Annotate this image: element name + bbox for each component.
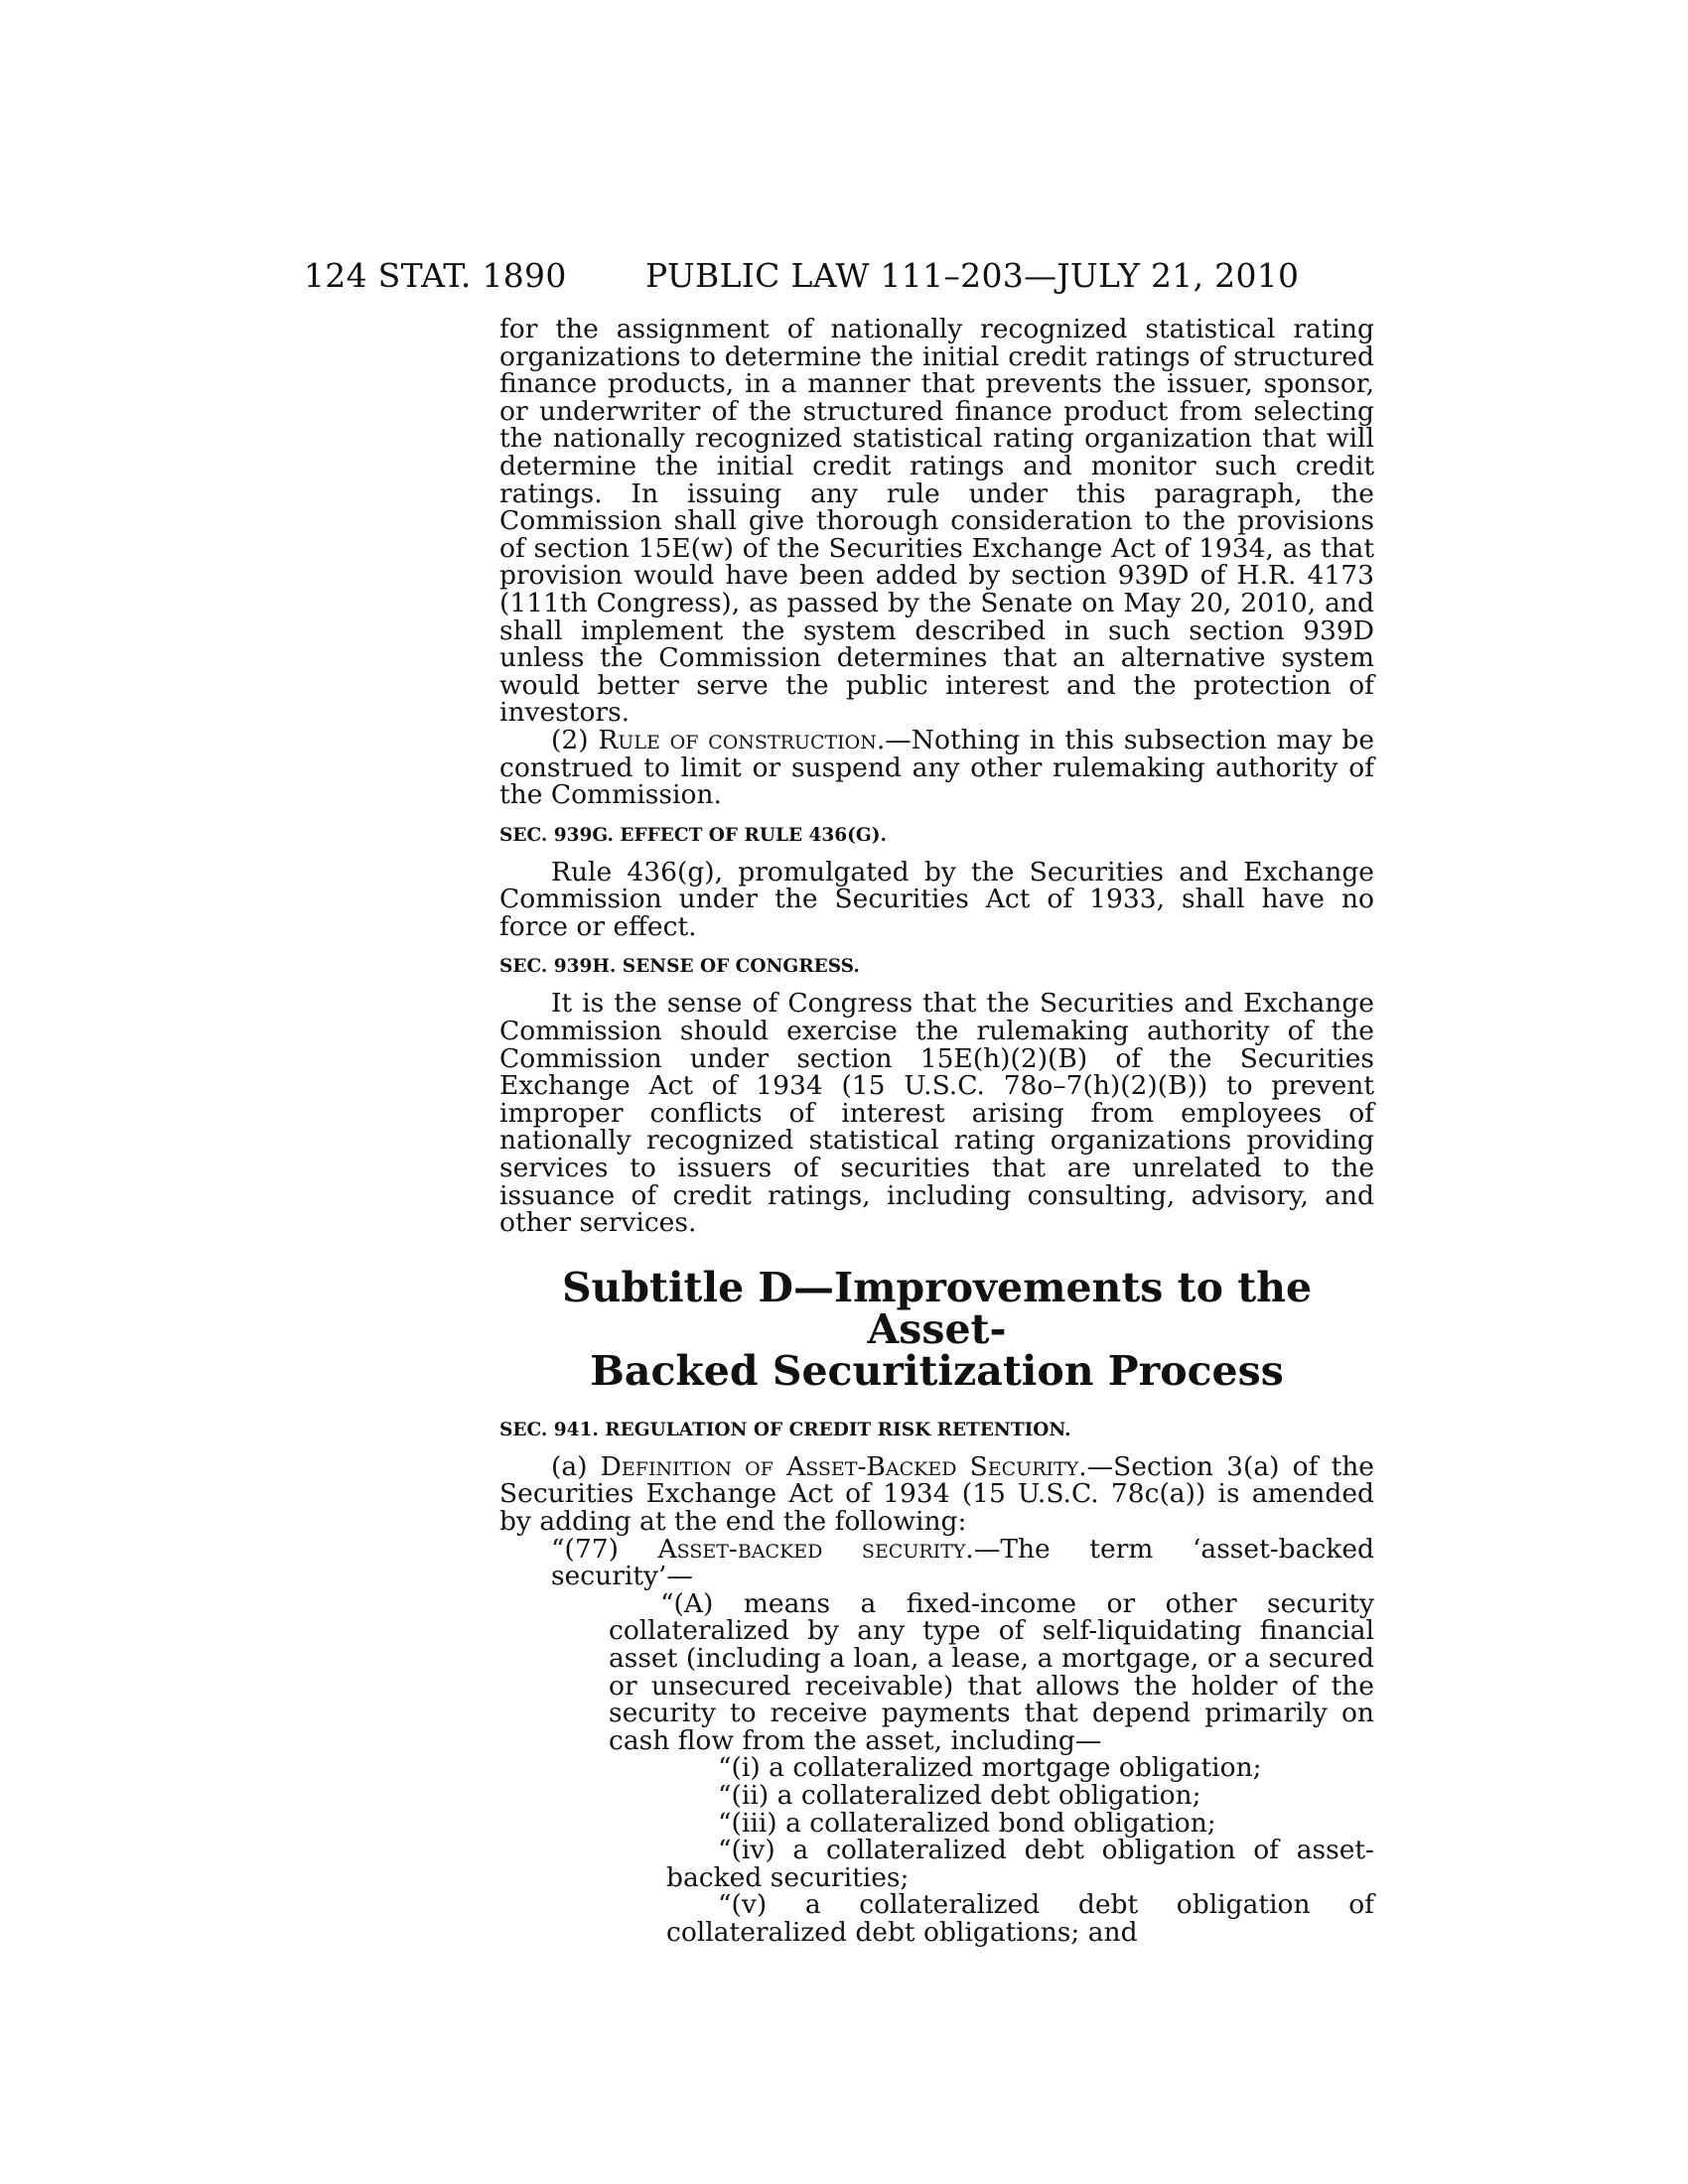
text-column bbox=[499, 316, 1374, 1947]
rule-of-construction-paragraph bbox=[499, 724, 1375, 811]
paragraph-number: (2) bbox=[551, 724, 599, 755]
paragraph-77-heading: Asset-backed security bbox=[657, 1533, 966, 1565]
continued-paragraph: for the assignment of nationally recognized statistical rating organizations to determine the initial credit ratings of structured finance products, in a manner that prevents the issuer, sponsor, or underwriter of the structured finance product from selecting the nationally recognized statistical rating organization that will determine the initial credit ratings and monitor such credit ratings. In issuing any rule under this paragraph, the Commission shall give thorough consideration to the provisions of section 15E(w) of the Securities Exchange Act of 1934, as that provision would have been added by section 939D of H.R. 4173 (111th Congress), as passed by the Senate on May 20, 2010, and shall implement the system described in such section 939D unless the Commission determines that an alternative system would better serve the public interest and the protection of investors. bbox=[499, 314, 1374, 729]
list-item-v: “(v) a collateralized debt obligation of collateralized debt obligations; and bbox=[666, 1889, 1374, 1948]
section-text-939g: Rule 436(g), promulgated by the Securities and Exchange Commission under the Securities Act of 1933, shall have no force or effect. bbox=[499, 856, 1374, 942]
list-item-ii: “(ii) a collateralized debt obligation; bbox=[718, 1779, 1201, 1811]
subtitle-line-1: Subtitle D—Improvements to the Asset- bbox=[561, 1263, 1313, 1353]
subtitle-line-2: Backed Securitization Process bbox=[590, 1346, 1284, 1395]
list-item-iv: “(iv) a collateralized debt obligation of asset-backed securities; bbox=[666, 1835, 1374, 1893]
subparagraph-a: “(A) means a fixed-income or other security collateralized by any type of self-liquidating financial asset (including a loan, a lease, a mortgage, or a secured or unsecured receivable) that allows the holder of the security to receive payments that depend primarily on cash flow from the asset, including— bbox=[609, 1587, 1374, 1756]
list-item-iii: “(iii) a collateralized bond obligation; bbox=[718, 1807, 1216, 1839]
subsection-label: (a) bbox=[551, 1450, 601, 1482]
section-heading-941: SEC. 941. REGULATION OF CREDIT RISK RETENTION. bbox=[499, 1419, 1071, 1440]
paragraph-text: .—Nothing in this subsection may be construed to limit or suspend any other rulemaking authority of the Commission. bbox=[499, 724, 1375, 811]
section-text-939h: It is the sense of Congress that the Securities and Exchange Commission should exercise the rulemaking authority of the Commission under section 15E(h)(2)(B) of the Securities Exchange Act of 1934 (15 U.S.C. 78o–7(h)(2)(B)) to prevent improper conflicts of interest arising from employees of nationally recognized statistical rating organizations providing services to issuers of securities that are unrelated to the issuance of credit ratings, including consulting, advisory, and other services. bbox=[499, 988, 1374, 1239]
section-heading-939h: SEC. 939H. SENSE OF CONGRESS. bbox=[499, 956, 860, 978]
paragraph-77-text: .—The term ‘asset-backed security’— bbox=[551, 1533, 1374, 1592]
running-header: PUBLIC LAW 111–203—JULY 21, 2010 bbox=[645, 256, 1300, 295]
subsection-a bbox=[499, 1450, 1374, 1537]
subtitle-heading bbox=[499, 1263, 1374, 1395]
subsection-heading: Definition of Asset-Backed Security bbox=[600, 1450, 1079, 1482]
paragraph-77-label: “(77) bbox=[551, 1533, 658, 1565]
paragraph-77 bbox=[551, 1533, 1374, 1592]
subsection-text: .—Section 3(a) of the Securities Exchange Act of 1934 (15 U.S.C. 78c(a)) is amended by adding at the end the following: bbox=[499, 1450, 1374, 1537]
section-heading-939g: SEC. 939G. EFFECT OF RULE 436(G). bbox=[499, 824, 887, 846]
page-reference: 124 STAT. 1890 bbox=[304, 256, 567, 295]
list-item-i: “(i) a collateralized mortgage obligation; bbox=[718, 1752, 1262, 1784]
paragraph-heading: Rule of construction bbox=[598, 724, 877, 755]
